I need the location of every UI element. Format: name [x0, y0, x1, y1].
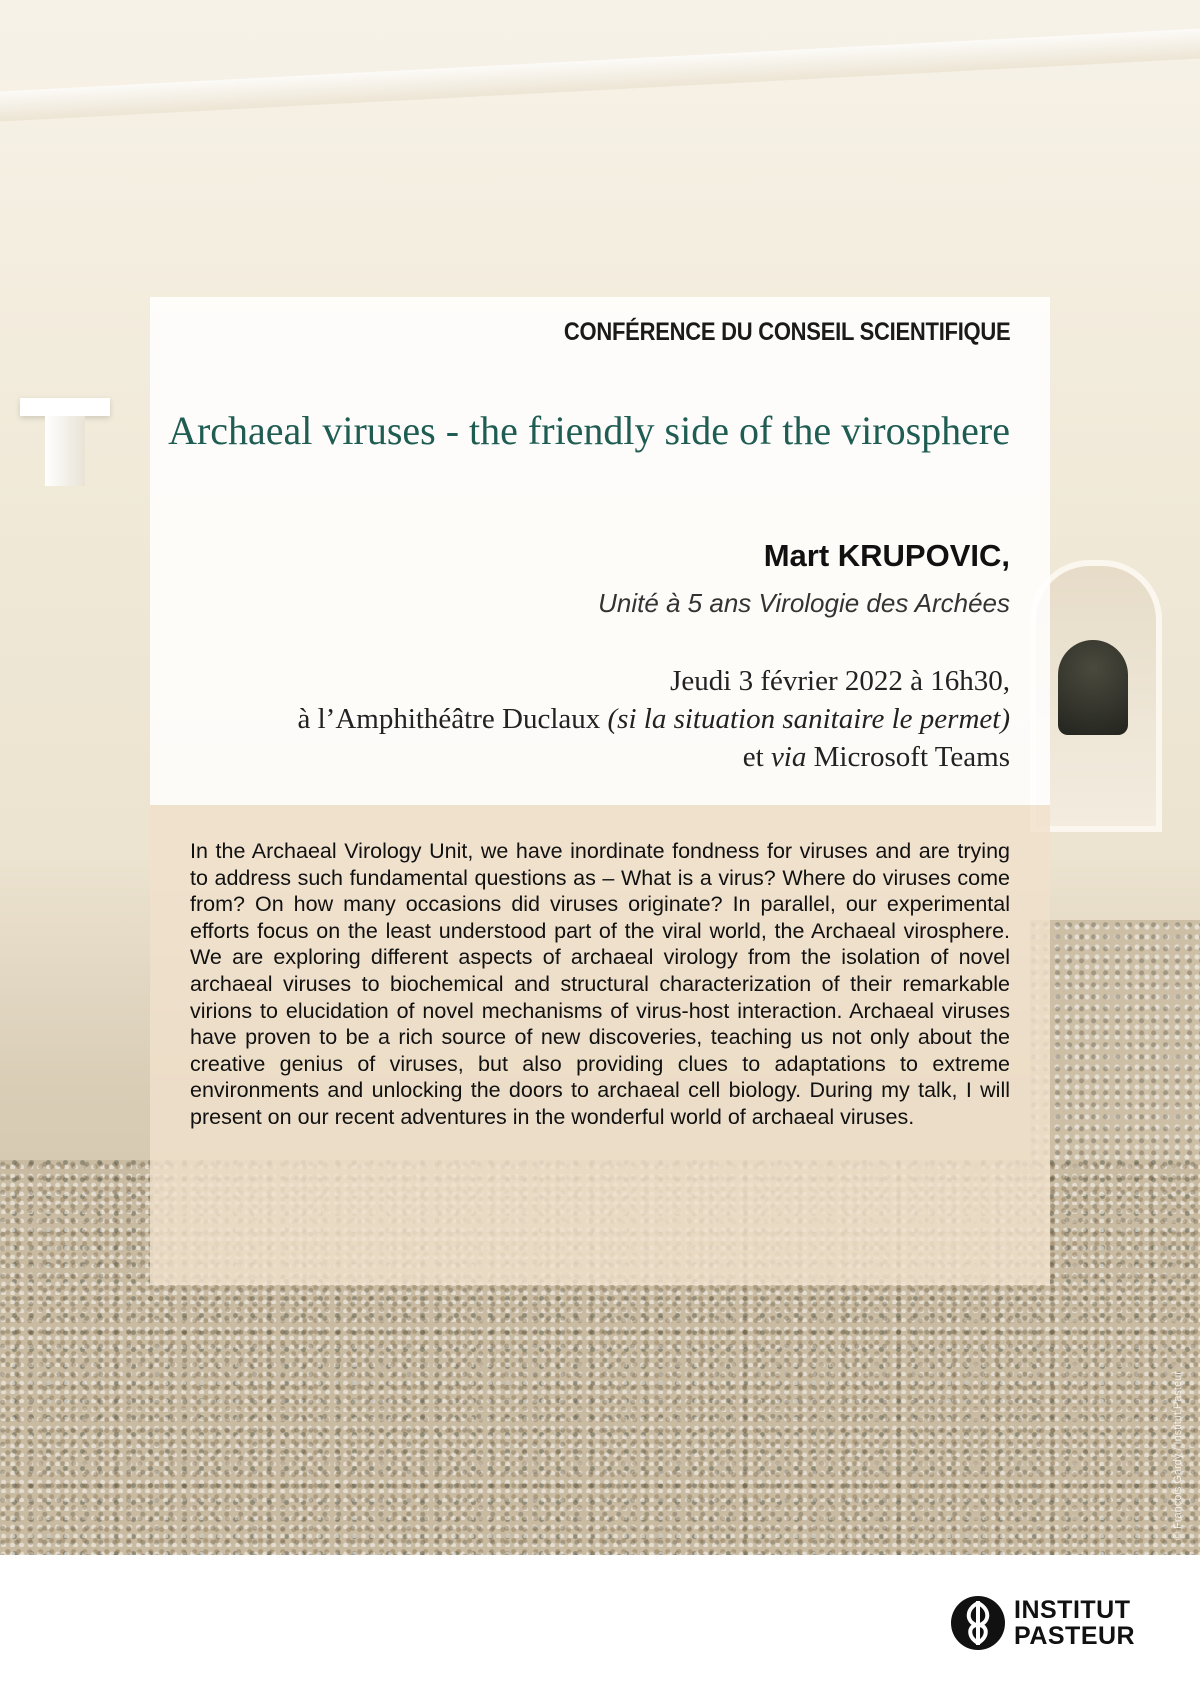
speaker-unit: Unité à 5 ans Virologie des Archées — [598, 588, 1010, 618]
online-via: via — [770, 741, 807, 773]
speaker-name: Mart KRUPOVIC, — [763, 538, 1010, 573]
photo-credit: © François Gardy / Institut Pasteur — [1172, 1371, 1184, 1540]
logo-wordmark — [1014, 1597, 1135, 1649]
ceiling-molding — [0, 29, 1200, 122]
venue-note: (si la situation sanitaire le permet) — [607, 703, 1010, 735]
institut-pasteur-logo-icon — [950, 1595, 1006, 1651]
online-platform: Microsoft Teams — [813, 741, 1010, 773]
wall-lamp — [20, 398, 110, 416]
logo-line-1: INSTITUT — [1014, 1596, 1131, 1624]
institut-pasteur-logo — [950, 1595, 1135, 1651]
talk-title: Archaeal viruses - the friendly side of the virosphere — [168, 408, 1010, 453]
venue: à l’Amphithéâtre Duclaux — [297, 703, 601, 735]
abstract-text: In the Archaeal Virology Unit, we have inordinate fondness for viruses and are trying to address such fundamental questions as – What is a virus? Where do viruses come from? On how many occasions did viruses originate? In parallel, our experimental efforts focus on the least understood part of the viral world, the Archaeal virosphere. We are exploring different aspects of archaeal virology from the isolation of novel archaeal viruses to biochemical and structural characterization of their remarkable virions to elucidation of novel mechanisms of virus-host interaction. Archaeal viruses have proven to be a rich source of new discoveries, teaching us not only about the creative genius of viruses, but also providing clues to adaptations to extreme environments and unlocking the doors to archaeal cell biology. During my talk, I will present on our recent adventures in the wonderful world of archaeal viruses. — [190, 839, 1010, 1129]
online-prefix: et — [742, 741, 764, 773]
wall-lamp-arm — [45, 416, 85, 486]
bust-statue — [1058, 640, 1128, 735]
venue-line — [110, 700, 1010, 738]
schedule — [110, 662, 1010, 776]
conference-series-label: CONFÉRENCE DU CONSEIL SCIENTIFIQUE — [563, 318, 1010, 346]
online-line — [110, 738, 1010, 776]
logo-line-2: PASTEUR — [1014, 1622, 1136, 1650]
date-time: Jeudi 3 février 2022 à 16h30, — [670, 665, 1010, 697]
mosaic-floor-corridor — [1030, 920, 1200, 1160]
